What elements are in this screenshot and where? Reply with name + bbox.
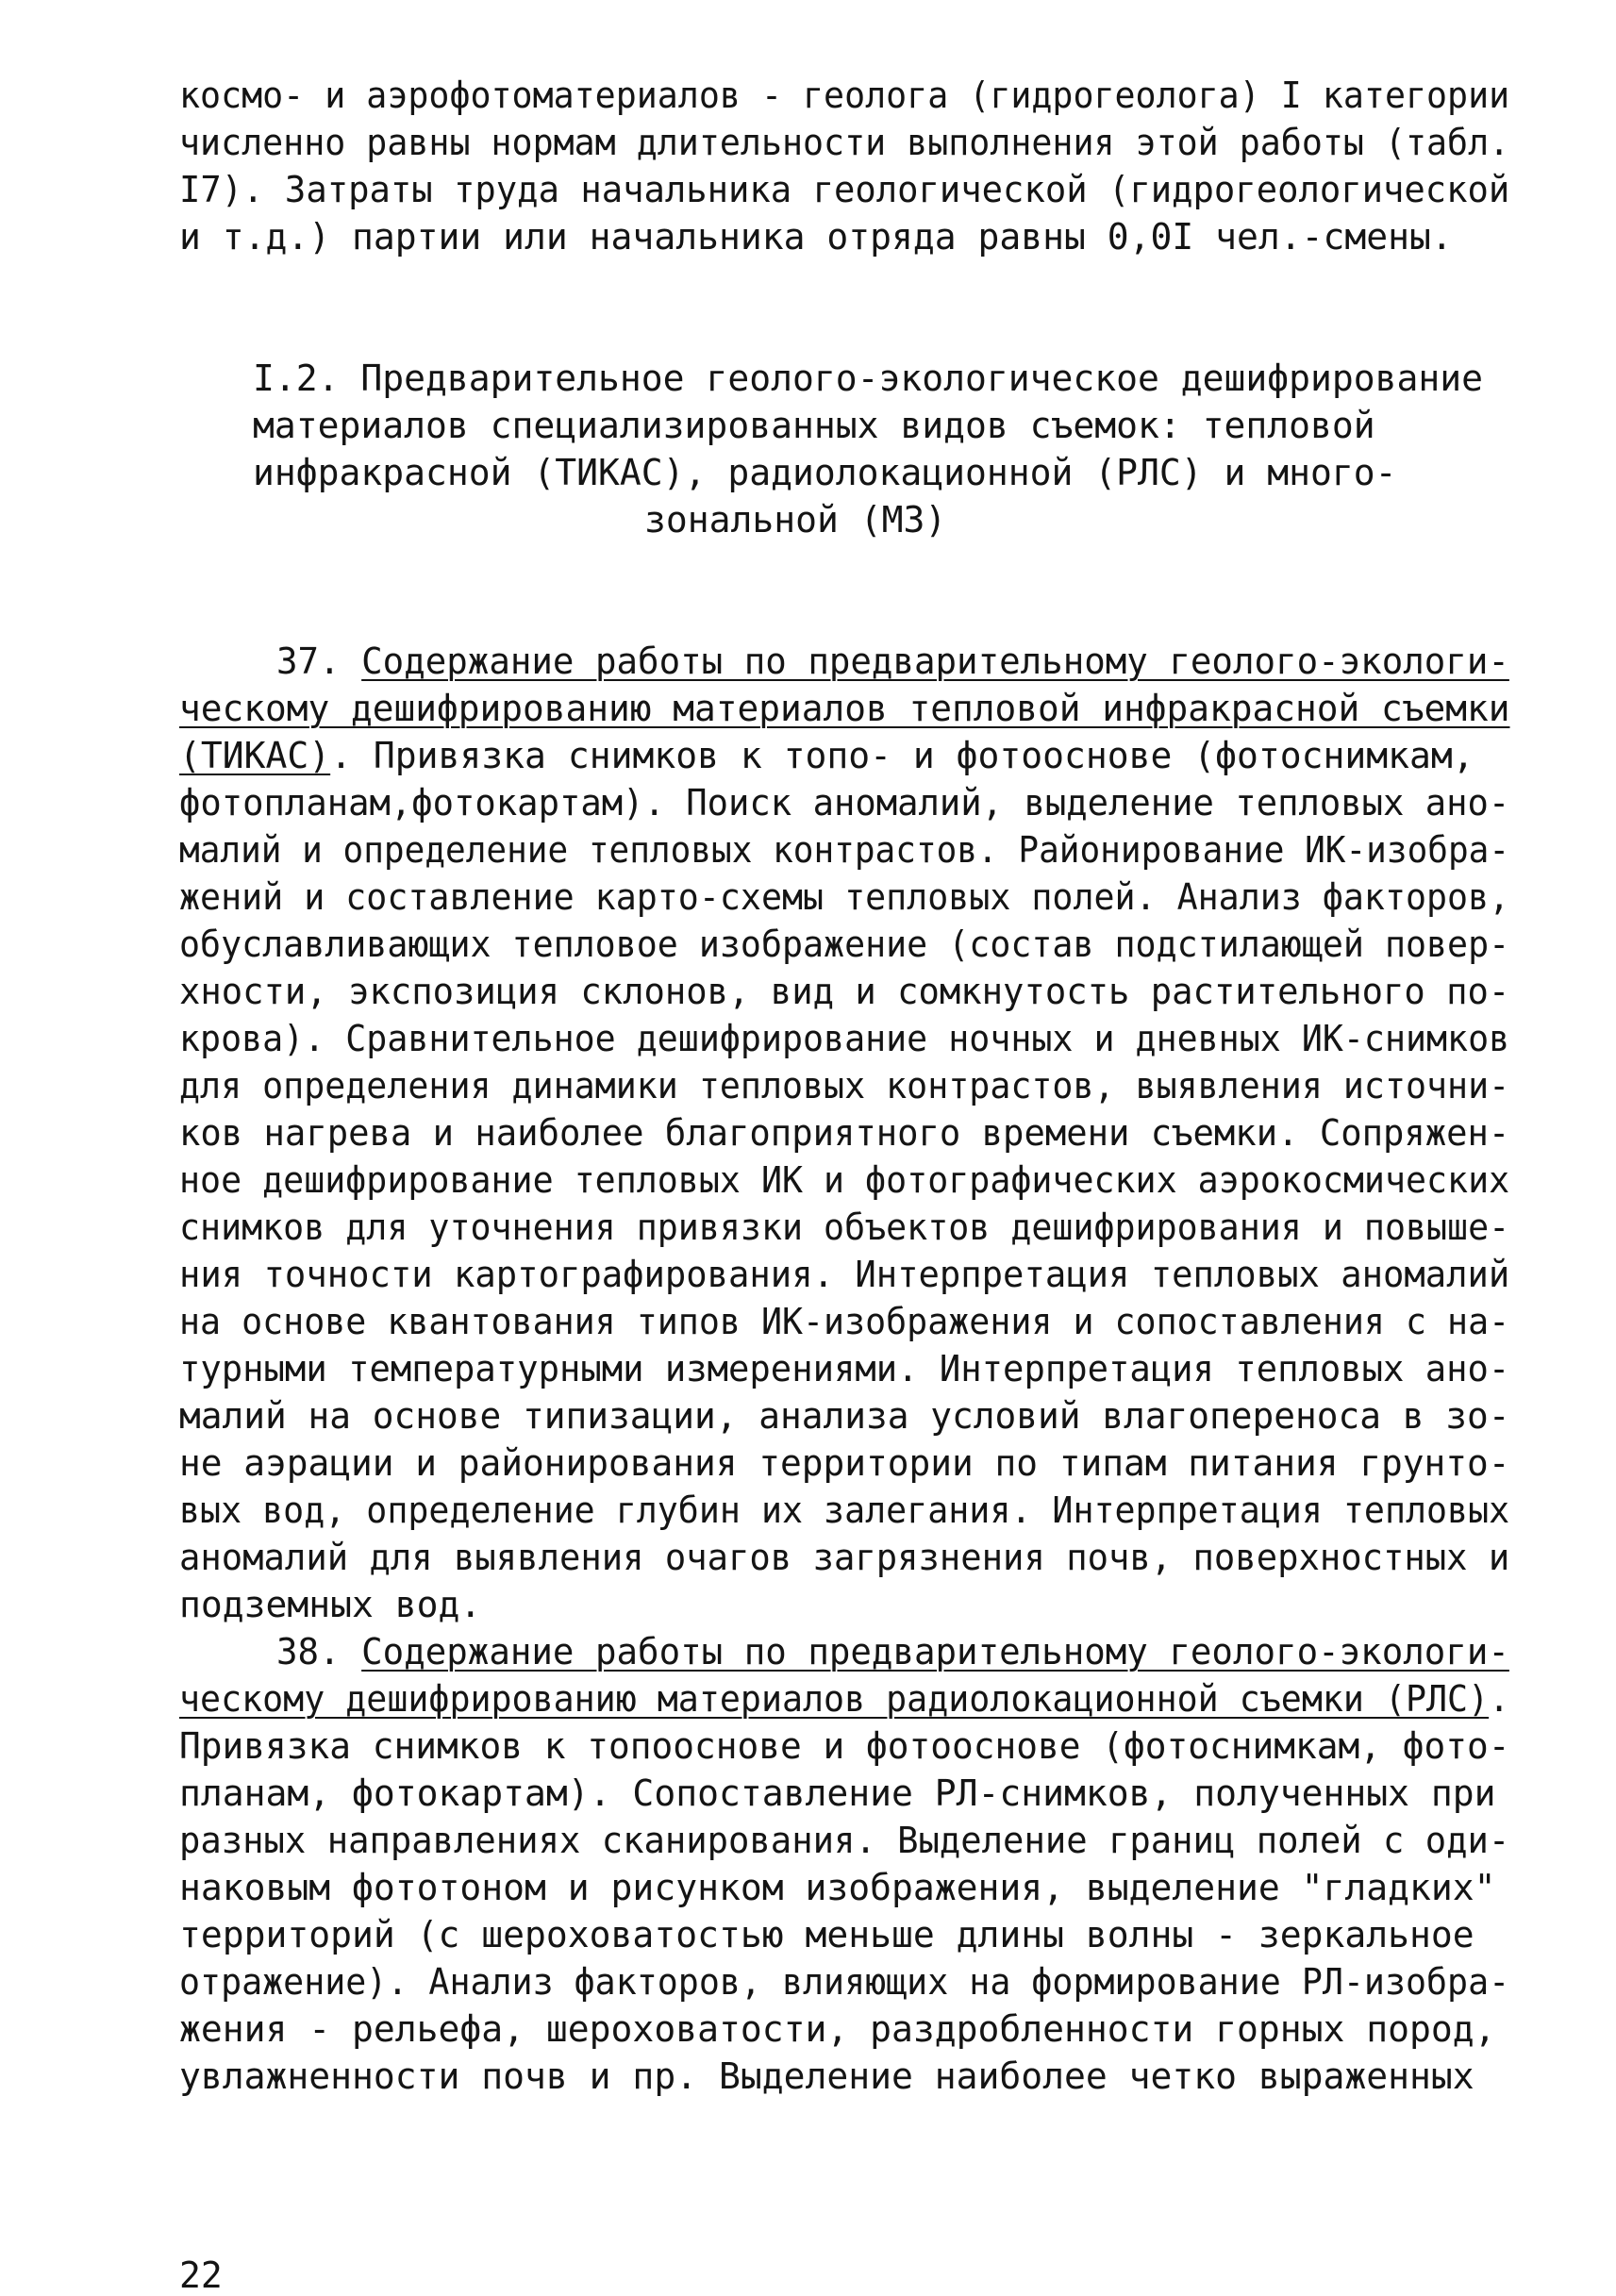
para38-title-part-2: ческому дешифрированию материалов радиолокационной съемки (РЛС) [179,1678,1490,1720]
section-heading-line-2: материалов специализированных видов съемок: тепловой [253,405,1375,446]
para38-body-line-8: увлажненности почв и пр. Выделение наиболее четко выраженных [179,2055,1474,2097]
para38-body-line-7: жения - рельефа, шероховатости, раздробленности горных пород, [179,2008,1496,2050]
para38-body-line-6: отражение). Анализ факторов, влияющих на формирование РЛ-изобра- [179,1961,1510,2003]
para37-line-1 [276,641,1509,682]
para38-body-line-4: наковым фототоном и рисунком изображения, выделение "гладких" [179,1867,1496,1908]
para38-title-end: . [1489,1678,1510,1720]
para37-title-part-1: Содержание работы по предварительному геолого-экологи- [361,641,1509,682]
para37-body-line-10: снимков для уточнения привязки объектов дешифрирования и повыше- [179,1206,1510,1248]
para38-body-line-3: разных направлениях сканирования. Выделение границ полей с оди- [179,1820,1510,1861]
para37-title-part-2: ческому дешифрированию материалов тепловой инфракрасной съемки [179,688,1510,729]
para37-body-line-11: ния точности картографирования. Интерпретация тепловых аномалий [179,1254,1510,1295]
para37-body-line-18: подземных вод. [179,1584,482,1625]
section-heading-line-1: I.2. Предварительное геолого-экологическое дешифрирование [253,358,1484,399]
para37-body-line-7: для определения динамики тепловых контрастов, выявления источни- [179,1065,1510,1106]
para37-body-line-2: малий и определение тепловых контрастов. Районирование ИК-изобра- [179,829,1510,871]
para37-body-line-16: вых вод, определение глубин их залегания. Интерпретация тепловых [179,1489,1510,1531]
para37-body-line-5: хности, экспозиция склонов, вид и сомкнутость растительного по- [179,971,1510,1012]
para37-body-line-6: крова). Сравнительное дешифрирование ночных и дневных ИК-снимков [179,1018,1510,1059]
para37-number: 37. [276,641,362,682]
para37-title-part-3: (ТИКАС) [179,735,331,776]
para38-line-2 [179,1678,1510,1720]
para38-number: 38. [276,1631,362,1672]
para37-body-line-4: обуславливающих тепловое изображение (состав подстилающей повер- [179,923,1510,965]
para38-body-line-5: территорий (с шероховатостью меньше длины волны - зеркальное [179,1914,1474,1955]
para38-body-line-2: планам, фотокартам). Сопоставление РЛ-снимков, полученных при [179,1772,1496,1814]
para37-body-line-17: аномалий для выявления очагов загрязнения почв, поверхностных и [179,1537,1510,1578]
section-heading-line-3: инфракрасной (ТИКАС), радиолокационной (РЛС) и много- [253,452,1397,493]
para37-body-line-12: на основе квантования типов ИК-изображения и сопоставления с на- [179,1301,1510,1342]
para38-title-part-1: Содержание работы по предварительному геолого-экологи- [361,1631,1509,1672]
para37-line-3-rest: . Привязка снимков к топо- и фотооснове (фотоснимкам, [330,735,1474,776]
para38-line-1 [276,1631,1509,1672]
para37-line-3 [179,735,1474,776]
para37-body-line-15: не аэрации и районирования территории по типам питания грунто- [179,1442,1510,1484]
para37-body-line-8: ков нагрева и наиболее благоприятного времени съемки. Сопряжен- [179,1112,1510,1154]
intro-line-1: космо- и аэрофотоматериалов - геолога (гидрогеолога) I категории [179,75,1510,116]
intro-line-3: I7). Затраты труда начальника геологической (гидрогеологической [179,169,1510,210]
intro-line-2: численно равны нормам длительности выполнения этой работы (табл. [179,122,1510,163]
para38-body-line-1: Привязка снимков к топооснове и фотооснове (фотоснимкам, фото- [179,1725,1510,1767]
para37-body-line-1: фотопланам,фотокартам). Поиск аномалий, выделение тепловых ано- [179,782,1510,824]
para37-body-line-3: жений и составление карто-схемы тепловых полей. Анализ факторов, [179,876,1510,918]
page-number: 22 [179,2254,223,2296]
section-heading-line-4: зональной (МЗ) [644,499,947,541]
para37-body-line-13: турными температурными измерениями. Интерпретация тепловых ано- [179,1348,1510,1389]
para37-body-line-9: ное дешифрирование тепловых ИК и фотографических аэрокосмических [179,1159,1510,1201]
intro-line-4: и т.д.) партии или начальника отряда равны 0,0I чел.-смены. [179,216,1453,258]
para37-body-line-14: малий на основе типизации, анализа условий влагопереноса в зо- [179,1395,1510,1437]
